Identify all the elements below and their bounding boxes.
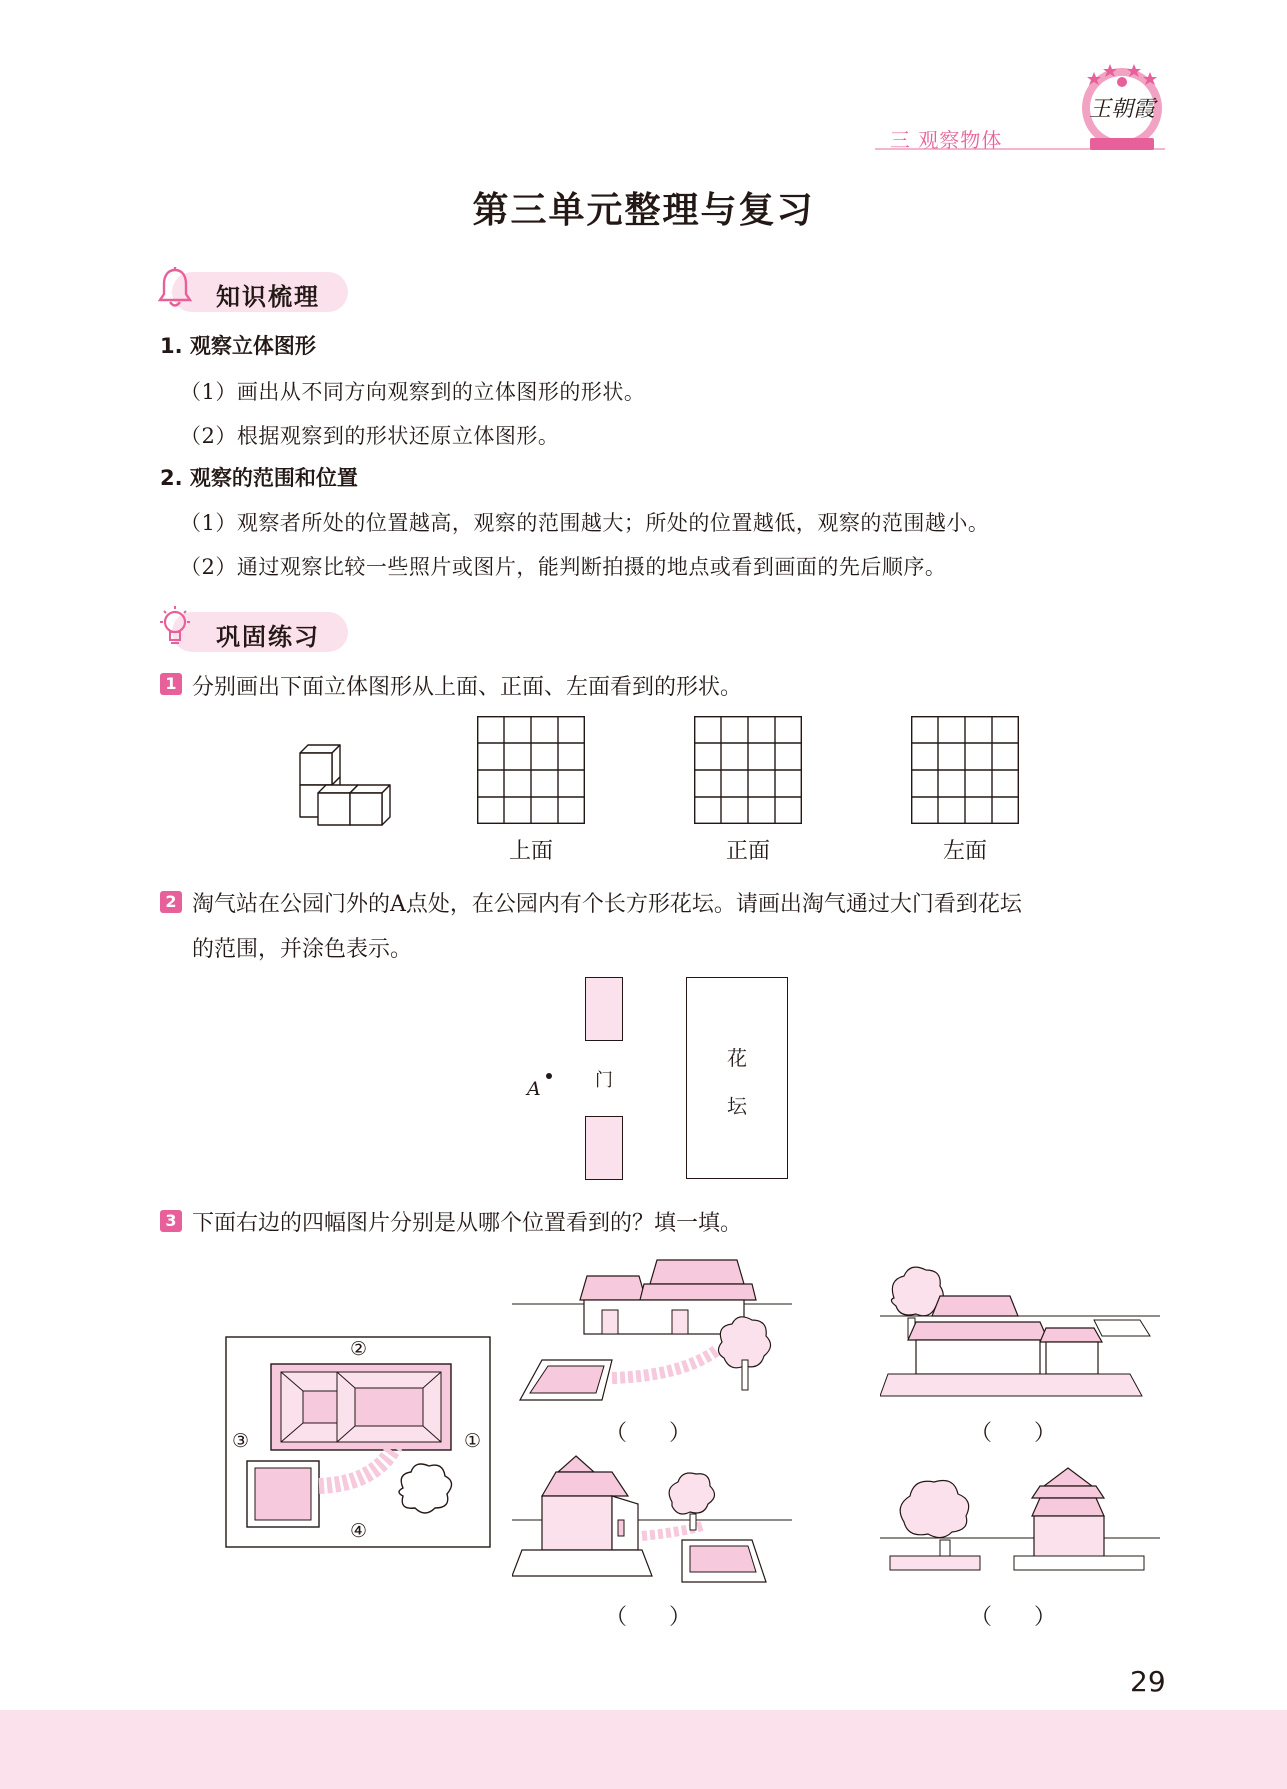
q3-picture-b: [880, 1256, 1160, 1406]
knowledge-point-1-1: （1）画出从不同方向观察到的立体图形的形状。: [180, 380, 646, 404]
q2-number-badge: 2: [160, 891, 182, 913]
q1-label-front: 正面: [725, 839, 770, 864]
q1-grid-left-view[interactable]: [911, 716, 1019, 824]
q3-picture-c: [512, 1450, 792, 1596]
q2-bed-label-1: 花: [727, 1046, 747, 1070]
q2-point-a-label: A: [527, 1078, 541, 1100]
publisher-logo: [1072, 58, 1172, 154]
q2-gate-wall-bottom: [585, 1116, 623, 1180]
knowledge-section-title: 知识梳理: [216, 283, 320, 311]
q1-grid-top-view[interactable]: [477, 716, 585, 824]
q1-grid-front-view[interactable]: [694, 716, 802, 824]
knowledge-point-2-2: （2）通过观察比较一些照片或图片，能判断拍摄的地点或看到画面的先后顺序。: [180, 555, 947, 579]
q1-label-left: 左面: [942, 839, 987, 864]
q2-bed-label-2: 坛: [727, 1094, 747, 1118]
q1-number-badge: 1: [160, 673, 182, 695]
q1-cube-figure: [292, 738, 402, 828]
q2-flower-bed[interactable]: [686, 977, 788, 1179]
q2-gate-label: 门: [595, 1070, 613, 1091]
q3-park-map: [225, 1336, 491, 1548]
q3-map-position-1: ①: [464, 1430, 482, 1452]
q3-picture-d: [880, 1458, 1160, 1584]
q3-text: 下面右边的四幅图片分别是从哪个位置看到的？填一填。: [192, 1211, 743, 1236]
knowledge-point-1-2: （2）根据观察到的形状还原立体图形。: [180, 424, 560, 448]
q3-picture-a: [512, 1250, 792, 1410]
page-number: 29: [1130, 1665, 1166, 1698]
q2-text-line1: 淘气站在公园门外的A点处，在公园内有个长方形花坛。请画出淘气通过大门看到花坛: [192, 892, 1022, 917]
lightbulb-icon: [156, 604, 194, 650]
q3-map-position-2: ②: [350, 1338, 368, 1360]
q3-answer-blank-b[interactable]: （ ）: [970, 1421, 1056, 1446]
q3-map-position-3: ③: [232, 1430, 250, 1452]
q1-text: 分别画出下面立体图形从上面、正面、左面看到的形状。: [192, 675, 743, 700]
q3-answer-blank-c[interactable]: （ ）: [605, 1605, 691, 1630]
q2-text-line2: 的范围，并涂色表示。: [192, 937, 413, 962]
q1-label-top: 上面: [508, 839, 553, 864]
practice-section-title: 巩固练习: [216, 623, 320, 651]
page-title: 第三单元整理与复习: [472, 190, 815, 231]
bell-icon: [158, 266, 192, 310]
q2-point-a-dot[interactable]: [546, 1073, 552, 1079]
knowledge-heading-1: 1. 观察立体图形: [160, 334, 316, 358]
q3-answer-blank-d[interactable]: （ ）: [970, 1605, 1056, 1630]
footer-band: [0, 1710, 1287, 1789]
knowledge-point-2-1: （1）观察者所处的位置越高，观察的范围越大；所处的位置越低，观察的范围越小。: [180, 511, 990, 535]
knowledge-heading-2: 2. 观察的范围和位置: [160, 466, 358, 490]
svg-text:王朝霞: 王朝霞: [1088, 97, 1156, 122]
chapter-label: 三 观察物体: [890, 128, 1003, 152]
q3-map-position-4: ④: [350, 1520, 368, 1542]
q2-gate-wall-top: [585, 977, 623, 1041]
q3-answer-blank-a[interactable]: （ ）: [605, 1421, 691, 1446]
q3-number-badge: 3: [160, 1210, 182, 1232]
